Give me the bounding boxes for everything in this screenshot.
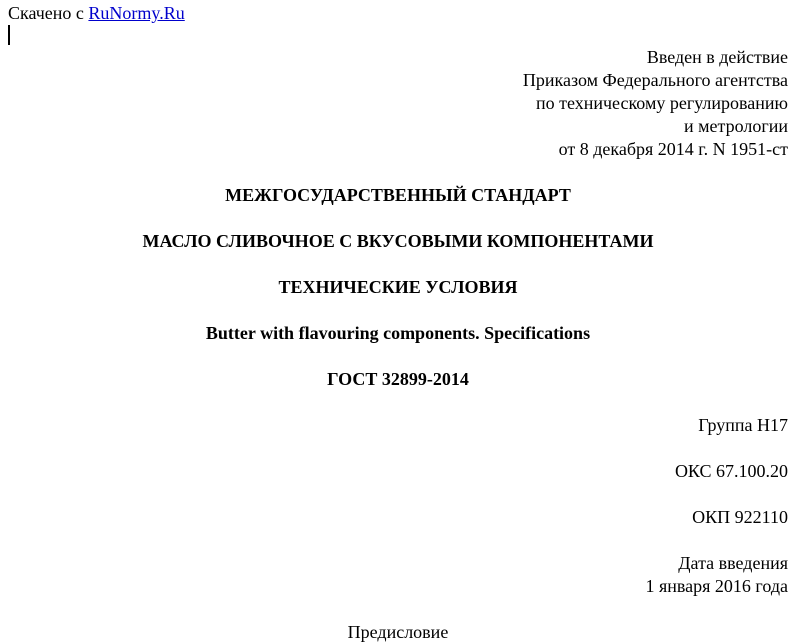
- group-value: Группа Н17: [698, 415, 788, 435]
- english-title: Butter with flavouring components. Specifications: [205, 323, 591, 343]
- text-cursor: [8, 25, 10, 45]
- source-line: [8, 2, 185, 25]
- foreword-heading: Предисловие: [347, 622, 449, 642]
- okp-label: [692, 506, 788, 529]
- group-label: [698, 414, 788, 437]
- runormy-link[interactable]: RuNormy.Ru: [88, 3, 185, 23]
- enactment-block: [523, 46, 788, 161]
- intro-date-block: [645, 552, 788, 598]
- intro-date-value: 1 января 2016 года: [645, 576, 788, 596]
- oks-label: [675, 460, 788, 483]
- enactment-line-3: по техническому регулированию: [535, 93, 788, 113]
- enactment-line-1: Введен в действие: [646, 47, 788, 67]
- enactment-line-2: Приказом Федерального агентства: [522, 70, 788, 90]
- oks-value: ОКС 67.100.20: [674, 461, 788, 481]
- product-heading: МАСЛО СЛИВОЧНОЕ С ВКУСОВЫМИ КОМПОНЕНТАМИ: [142, 231, 654, 251]
- source-prefix: Скачено с: [8, 3, 89, 23]
- enactment-line-4: и метрологии: [684, 116, 788, 136]
- standard-type-heading: МЕЖГОСУДАРСТВЕННЫЙ СТАНДАРТ: [225, 185, 571, 205]
- enactment-line-5: от 8 декабря 2014 г. N 1951-ст: [558, 139, 788, 159]
- okp-value: ОКП 922110: [692, 507, 788, 527]
- gost-code: ГОСТ 32899-2014: [327, 369, 469, 389]
- subtitle-heading: ТЕХНИЧЕСКИЕ УСЛОВИЯ: [278, 277, 518, 297]
- intro-date-label: Дата введения: [678, 553, 788, 573]
